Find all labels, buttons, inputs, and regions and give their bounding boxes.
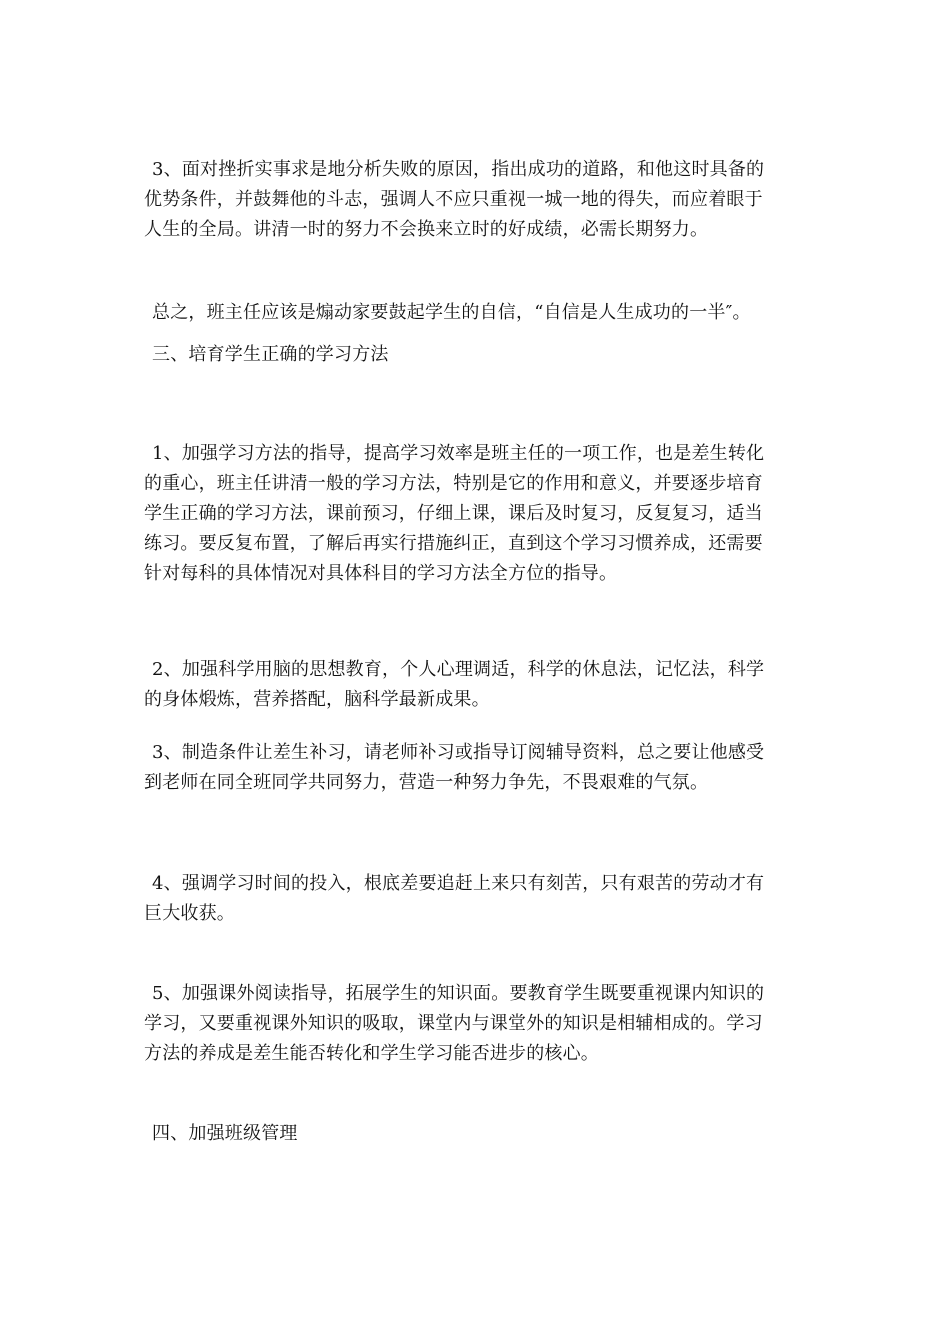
paragraph-brain-education <box>144 655 800 715</box>
paragraph-line: 学习，又要重视课外知识的吸取，课堂内与课堂外的知识是相辅相成的。学习 <box>144 1013 763 1034</box>
section-heading-study-methods <box>144 340 800 370</box>
paragraph-line: 到老师在同全班同学共同努力，营造一种努力争先，不畏艰难的气氛。 <box>144 772 709 793</box>
paragraph-line: 学生正确的学习方法，课前预习，仔细上课，课后及时复习，反复复习，适当 <box>144 503 763 524</box>
paragraph-method-guidance <box>144 439 800 589</box>
paragraph-summary <box>144 298 800 328</box>
paragraph-setback-guidance <box>144 155 800 245</box>
paragraph-line: 3、制造条件让差生补习，请老师补习或指导订阅辅导资料，总之要让他感受 <box>152 742 765 763</box>
paragraph-line: 方法的养成是差生能否转化和学生学习能否进步的核心。 <box>144 1043 599 1064</box>
paragraph-line: 人生的全局。讲清一时的努力不会换来立时的好成绩，必需长期努力。 <box>144 219 709 240</box>
paragraph-line: 的身体煅炼，营养搭配，脑科学最新成果。 <box>144 689 490 710</box>
paragraph-line: 巨大收获。 <box>144 903 235 924</box>
section-heading-class-management <box>144 1119 800 1149</box>
paragraph-line: 4、强调学习时间的投入，根底差要追赶上来只有刻苦，只有艰苦的劳动才有 <box>152 873 765 894</box>
paragraph-line: 5、加强课外阅读指导，拓展学生的知识面。要教育学生既要重视课内知识的 <box>152 983 765 1004</box>
paragraph-line: 针对每科的具体情况对具体科目的学习方法全方位的指导。 <box>144 563 618 584</box>
section-heading: 四、加强班级管理 <box>152 1123 298 1144</box>
section-heading: 三、培育学生正确的学习方法 <box>152 344 389 365</box>
paragraph-tutoring <box>144 738 800 798</box>
paragraph-line: 2、加强科学用脑的思想教育，个人心理调适，科学的休息法，记忆法，科学 <box>152 659 765 680</box>
paragraph-line: 1、加强学习方法的指导，提高学习效率是班主任的一项工作，也是差生转化 <box>152 443 765 464</box>
paragraph-line: 的重心，班主任讲清一般的学习方法，特别是它的作用和意义，并要逐步培育 <box>144 473 763 494</box>
paragraph-line: 优势条件，并鼓舞他的斗志，强调人不应只重视一城一地的得失，而应着眼于 <box>144 189 763 210</box>
paragraph-line: 总之，班主任应该是煽动家要鼓起学生的自信，“自信是人生成功的一半″。 <box>152 302 751 323</box>
paragraph-extracurricular-reading <box>144 979 800 1069</box>
paragraph-line: 练习。要反复布置，了解后再实行措施纠正，直到这个学习习惯养成，还需要 <box>144 533 763 554</box>
paragraph-study-time <box>144 869 800 929</box>
paragraph-line: 3、面对挫折实事求是地分析失败的原因，指出成功的道路，和他这时具备的 <box>152 159 765 180</box>
